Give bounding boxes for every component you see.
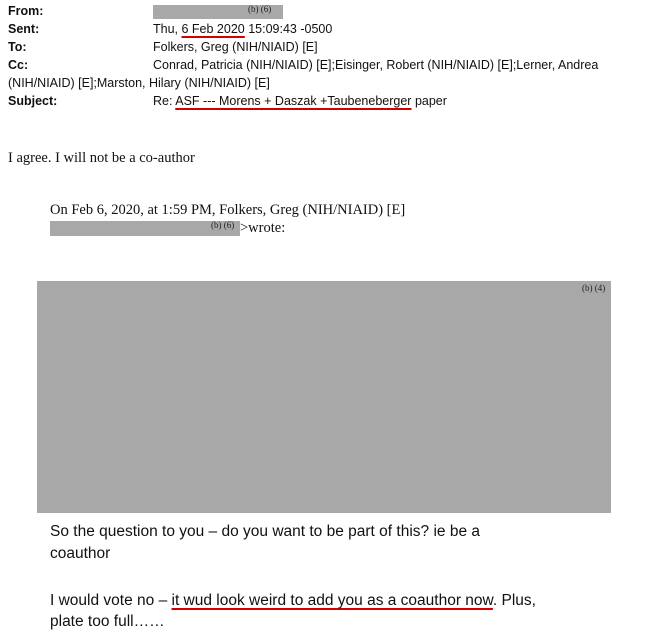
vote-suffix: . Plus,	[492, 592, 536, 609]
from-redaction-code: (b) (6)	[248, 4, 272, 14]
subject-underlined: ASF --- Morens + Daszak +Taubeneberger	[175, 94, 412, 108]
subject-prefix: Re:	[153, 94, 176, 108]
question-line-1: So the question to you – do you want to be part of this? ie be a	[50, 523, 480, 540]
subject-suffix: paper	[411, 94, 447, 108]
reply-text: I agree. I will not be a co-author	[8, 150, 195, 166]
cc-line-2: (NIH/NIAID) [E];Marston, Hilary (NIH/NIAID) [E]	[8, 76, 270, 90]
content-redaction-block	[37, 281, 611, 513]
vote-prefix: I would vote no –	[50, 592, 172, 609]
cc-line-1: Conrad, Patricia (NIH/NIAID) [E];Eisinger, Robert (NIH/NIAID) [E];Lerner, Andrea	[153, 58, 599, 72]
cc-label: Cc:	[8, 58, 29, 72]
question-line-2: coauthor	[50, 545, 111, 562]
subject-label: Subject:	[8, 94, 58, 108]
content-redaction-code: (b) (4)	[582, 283, 606, 293]
sent-prefix: Thu,	[153, 22, 182, 36]
sent-value	[153, 22, 332, 36]
from-label: From:	[8, 4, 44, 18]
vote-underlined: it wud look weird to add you as a coauthor now	[171, 592, 493, 609]
sent-date: 6 Feb 2020	[181, 22, 245, 36]
quote-wrote: >wrote:	[240, 220, 286, 236]
vote-line-1	[50, 590, 536, 612]
subject-value	[153, 94, 447, 108]
sent-suffix: 15:09:43 -0500	[244, 22, 333, 36]
vote-line-2: plate too full……	[50, 613, 165, 630]
to-label: To:	[8, 40, 27, 54]
to-value: Folkers, Greg (NIH/NIAID) [E]	[153, 40, 318, 54]
quote-attribution: On Feb 6, 2020, at 1:59 PM, Folkers, Greg (NIH/NIAID) [E]	[50, 202, 406, 218]
sent-label: Sent:	[8, 22, 40, 36]
attribution-redaction-code: (b) (6)	[211, 220, 235, 230]
